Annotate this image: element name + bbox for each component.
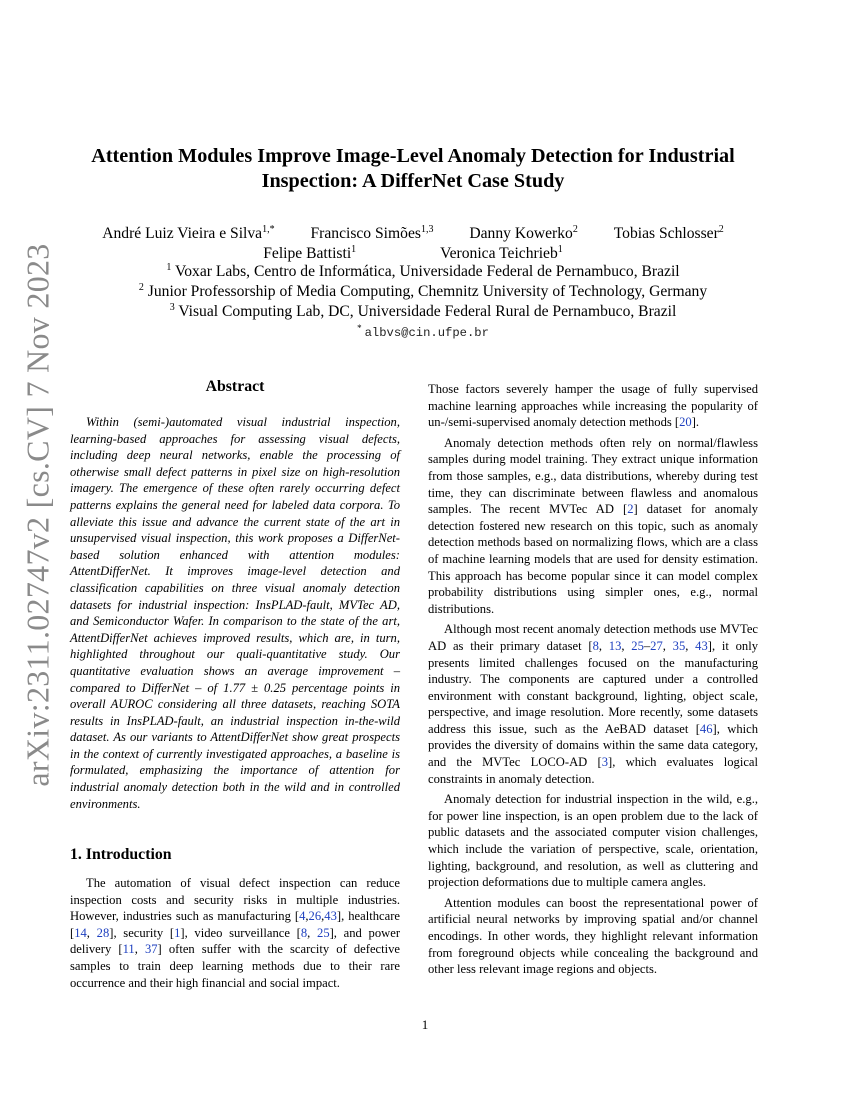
title-line-1: Attention Modules Improve Image-Level Anomaly Detection for Industrial: [91, 145, 735, 167]
email-mark: *: [357, 323, 362, 333]
abstract-text: Within (semi-)automated visual industrial inspection, learning-based approaches for assessing visual defects, including deep neural networks, enable the processing of otherwise small defect patterns in pixel size on high-resolution imagery. The emergence of these often rarely occurring defect patterns explains the general need for labeled data corpora. To alleviate this issue and advance the current state of the art in unsupervised visual inspection, this work proposes a DifferNet-based solution enhanced with attention modules: AttentDifferNet. It improves image-level detection and classification capabilities on three visual anomaly detection datasets for industrial inspection: InsPLAD-fault, MVTec AD, and Semiconductor Wafer. In comparison to the state of the art, AttentDifferNet achieves improved results, which are, in turn, highlighted throughout our quali-quantitative study. Our quantitative evaluation shows an average improvement – compared to DifferNet – of 1.77 ± 0.25 percentage points in overall AUROC considering all three datasets, reaching SOTA results in InsPLAD-fault, an industrial inspection in-the-wild dataset. As our variants to AttentDifferNet show great prospects in the context of currently investigated approaches, a baseline is formulated, emphasizing the importance of attention for industrial anomaly detection both in the wild and in controlled environments.: [70, 415, 400, 811]
paragraph: Attention modules can boost the representational power of artificial neural networks by improving spatial and/or channel encodings. In other words, they highlight relevant information from foreground objects while concealing the background and other less relevant image regions and objects.: [428, 895, 758, 977]
page-number: 1: [421, 1017, 429, 1032]
affiliation: [70, 302, 776, 322]
author: [310, 224, 433, 244]
author: [102, 224, 274, 244]
affiliation: [70, 282, 776, 302]
author-name: Veronica Teichrieb: [440, 245, 558, 262]
citation-link[interactable]: 37: [144, 942, 158, 957]
author-affil-mark: 1: [351, 243, 357, 255]
intro-paragraph: The automation of visual defect inspection can reduce inspection costs and security risks in multiple industries. However, industries such as manufacturing [4,26,43], healthcare [14, 28], security [1], video surveillance [8, 25], and power delivery [11, 37] often suffer with the scarcity of defective samples to train deep learning methods due to their rare occurrence and their high financial and social impact.: [70, 876, 401, 990]
citation-link[interactable]: 35: [672, 638, 686, 653]
affiliation-mark: 2: [138, 281, 144, 293]
author-name: Danny Kowerko: [469, 225, 573, 242]
paragraph: Anomaly detection methods often rely on normal/flawless samples during model training. They extract unique information from those samples, e.g., data distributions, whereby during test time, they can discriminate between flawless and anomalous samples. The recent MVTec AD [2] dataset for anomaly detection fostered new research on this topic, such as anomaly detection methods based on normalizing flows, which are a class of machine learning models that are used for density estimation. This approach has become popular since it can model complex probability distributions using simpler ones, e.g., normal distributions.: [428, 435, 758, 616]
contact-email: [70, 323, 776, 340]
author-name: Felipe Battisti: [263, 245, 352, 262]
author-affil-mark: 1: [557, 243, 563, 255]
citation-link[interactable]: 11: [122, 942, 135, 957]
citation-link[interactable]: 13: [608, 638, 622, 653]
citation-link[interactable]: 28: [96, 925, 110, 940]
author-row-1: [70, 224, 756, 244]
author-row-2: [70, 244, 756, 264]
citation-link[interactable]: 27: [650, 638, 663, 653]
author-list: [70, 224, 756, 264]
citation-link[interactable]: 3: [601, 755, 609, 770]
affiliation-text: Visual Computing Lab, DC, Universidade Federal Rural de Pernambuco, Brazil: [178, 303, 677, 320]
paper-title: [70, 144, 756, 194]
author-affil-mark: 1,3: [420, 223, 434, 235]
arxiv-stamp-text: arXiv:2311.02747v2 [cs.CV] 7 Nov 2023: [19, 243, 56, 787]
abstract-heading: Abstract: [205, 378, 265, 395]
right-column-body: [428, 381, 758, 978]
author: [263, 244, 356, 264]
citation-link[interactable]: 46: [699, 721, 713, 736]
citation-link[interactable]: 26: [308, 909, 322, 924]
affiliation-text: Voxar Labs, Centro de Informática, Universidade Federal de Pernambuco, Brazil: [175, 263, 680, 280]
title-line-2: Inspection: A DifferNet Case Study: [261, 170, 565, 192]
affiliation-mark: 1: [166, 261, 172, 273]
citation-link[interactable]: 4: [299, 909, 306, 924]
citation-link[interactable]: 25: [631, 638, 644, 653]
author: [440, 244, 563, 264]
author: [469, 224, 578, 244]
author-name: André Luiz Vieira e Silva: [102, 225, 263, 242]
citation-link[interactable]: 43: [324, 909, 337, 924]
affiliation-list: [70, 262, 776, 322]
author-name: Tobias Schlosser: [613, 225, 719, 242]
arxiv-stamp: [8, 243, 68, 787]
citation-link[interactable]: 25: [317, 925, 330, 940]
citation-link[interactable]: 43: [695, 638, 708, 653]
affiliation: [70, 262, 776, 282]
citation-link[interactable]: 2: [627, 502, 634, 517]
author: [614, 224, 724, 244]
paragraph: Although most recent anomaly detection methods use MVTec AD as their primary dataset [8, 13, 25–27, 35, 43], it only presents limited challenges focused on the manufacturing industry. The components are captured under a controlled environment with constant background, lighting, object scale, perspective, and image resolution. More recently, some datasets address this issue, such as the AeBAD dataset [46], which provides the diversity of domains within the same data category, and the MVTec LOCO-AD [3], which evaluates logical constraints in anomaly detection.: [428, 622, 759, 786]
citation-link[interactable]: 20: [679, 415, 692, 430]
author-affil-mark: 1,*: [262, 223, 275, 235]
intro-body: [70, 875, 400, 991]
citation-link[interactable]: 8: [592, 638, 599, 653]
citation-link[interactable]: 1: [174, 925, 181, 940]
affiliation-mark: 3: [169, 301, 175, 313]
citation-link[interactable]: 8: [300, 925, 308, 940]
author-name: Francisco Simões: [310, 225, 421, 242]
author-affil-mark: 2: [718, 223, 724, 235]
paragraph: Anomaly detection for industrial inspection in the wild, e.g., for power line inspection, is an open problem due to the lack of public datasets and the associated computer vision challenges, which include the variation of perspective, scale, orientation, lighting, background, and resolution, as well as cluttering and projection deformations due to multiple camera angles.: [428, 792, 758, 890]
email-address[interactable]: albvs@cin.ufpe.br: [364, 326, 489, 340]
citation-link[interactable]: 14: [74, 925, 87, 940]
affiliation-text: Junior Professorship of Media Computing, Chemnitz University of Technology, Germany: [147, 283, 708, 300]
section-heading-introduction: 1. Introduction: [70, 846, 172, 863]
paragraph: Those factors severely hamper the usage of fully supervised machine learning approaches while increasing the popularity of un-/semi-supervised anomaly detection methods [20].: [428, 382, 758, 430]
author-affil-mark: 2: [572, 223, 578, 235]
